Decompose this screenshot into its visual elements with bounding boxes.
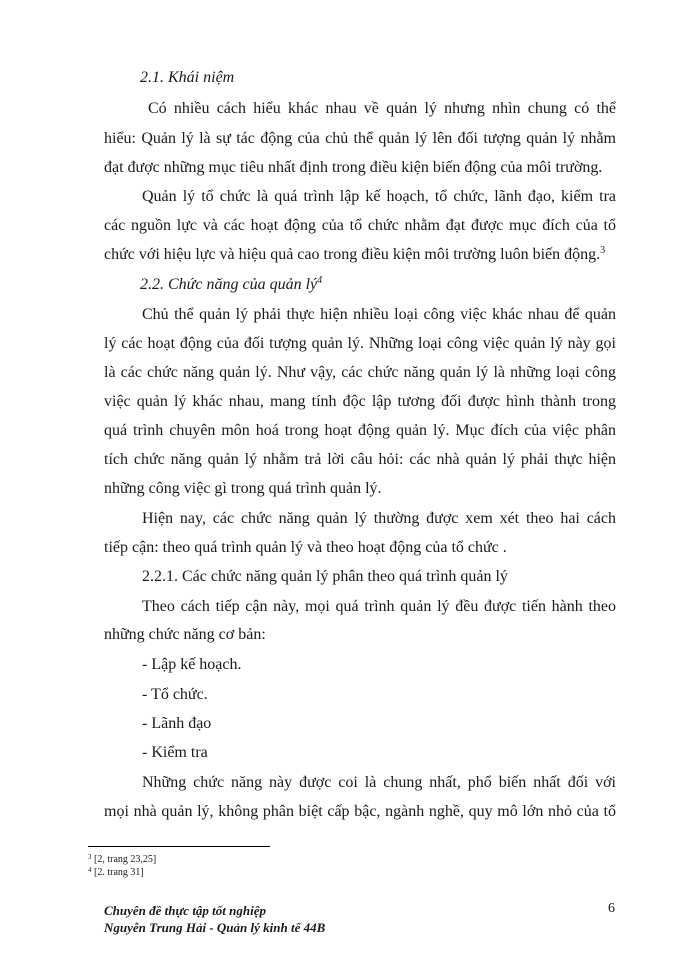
footnote-3: $^3$ [2, trang 23,25]: [88, 853, 157, 865]
paragraph-line: mọi nhà quản lý, không phân biệt cấp bậc, ngành nghề, quy mô lớn nhỏ của tổ: [104, 803, 616, 820]
list-item: - Lãnh đạo: [142, 715, 212, 732]
paragraph-line: lý các hoạt động của đối tượng quản lý. Những loại công việc quản lý này gọi: [104, 335, 616, 352]
paragraph-line: việc quản lý khác nhau, mang tính độc lập tương đối được hình thành trong: [104, 393, 616, 410]
section-heading-2-2: 2.2. Chức năng của quản $lý^4$: [140, 275, 323, 293]
paragraph-line: những chức năng cơ bản:: [104, 626, 266, 643]
footnote-4: $^4$ [2. trang 31]: [88, 866, 144, 878]
footnote-ref-4: 4: [317, 275, 323, 286]
paragraph-line: Chủ thể quản lý phải thực hiện nhiều loại công việc khác nhau để quản: [142, 306, 616, 323]
paragraph-line: Theo cách tiếp cận này, mọi quá trình quản lý đều được tiến hành theo: [142, 598, 616, 615]
paragraph-line: chức với hiệu lực và hiệu quả cao trong điều kiện môi trường luôn biến động.$^3$: [104, 245, 606, 263]
paragraph-line: Hiện nay, các chức năng quản lý thường được xem xét theo hai cách: [142, 510, 616, 527]
list-item: - Kiểm tra: [142, 744, 208, 761]
paragraph-line: những công việc gì trong quá trình quản lý.: [104, 480, 382, 497]
paragraph-line: Quản lý tổ chức là quá trình lập kế hoạch, tổ chức, lãnh đạo, kiểm tra: [142, 188, 616, 205]
paragraph-line: đạt được những mục tiêu nhất định trong điều kiện biến động của môi trường.: [104, 159, 603, 176]
paragraph-line: hiểu: Quản lý là sự tác động của chủ thể quản lý lên đối tượng quản lý nhằm: [104, 130, 616, 147]
section-heading-2-1: 2.1. Khái niệm: [140, 69, 235, 86]
footnote-ref-3: 3: [600, 245, 606, 256]
paragraph-line: Những chức năng này được coi là chung nhất, phổ biến nhất đối với: [142, 774, 616, 791]
paragraph-line: Có nhiều cách hiểu khác nhau về quản lý nhưng nhìn chung có thể: [148, 100, 616, 117]
paragraph-line: là các chức năng quản lý. Như vậy, các chức năng quản lý là những loại công: [104, 364, 616, 381]
footer-title: Chuyên đề thực tập tốt nghiệp: [104, 903, 266, 918]
footnote-separator: [88, 846, 270, 847]
paragraph-line: quá trình chuyên môn hoá trong hoạt động quản lý. Mục đích của việc phân: [104, 422, 616, 439]
paragraph-line: tiếp cận: theo quá trình quản lý và theo hoạt động của tổ chức .: [104, 539, 507, 556]
list-item: - Lập kế hoạch.: [142, 656, 242, 673]
footer-author: Nguyễn Trung Hải - Quản lý kinh tế 44B: [104, 920, 326, 935]
page-number: 6: [608, 901, 615, 916]
paragraph-line: tích chức năng quản lý nhằm trả lời câu hỏi: các nhà quản lý phải thực hiện: [104, 451, 616, 468]
subsection-heading-2-2-1: 2.2.1. Các chức năng quản lý phân theo quá trình quản lý: [142, 568, 508, 585]
list-item: - Tổ chức.: [142, 686, 208, 703]
paragraph-line: các nguồn lực và các hoạt động của tổ chức nhằm đạt được mục đích của tổ: [104, 217, 616, 234]
